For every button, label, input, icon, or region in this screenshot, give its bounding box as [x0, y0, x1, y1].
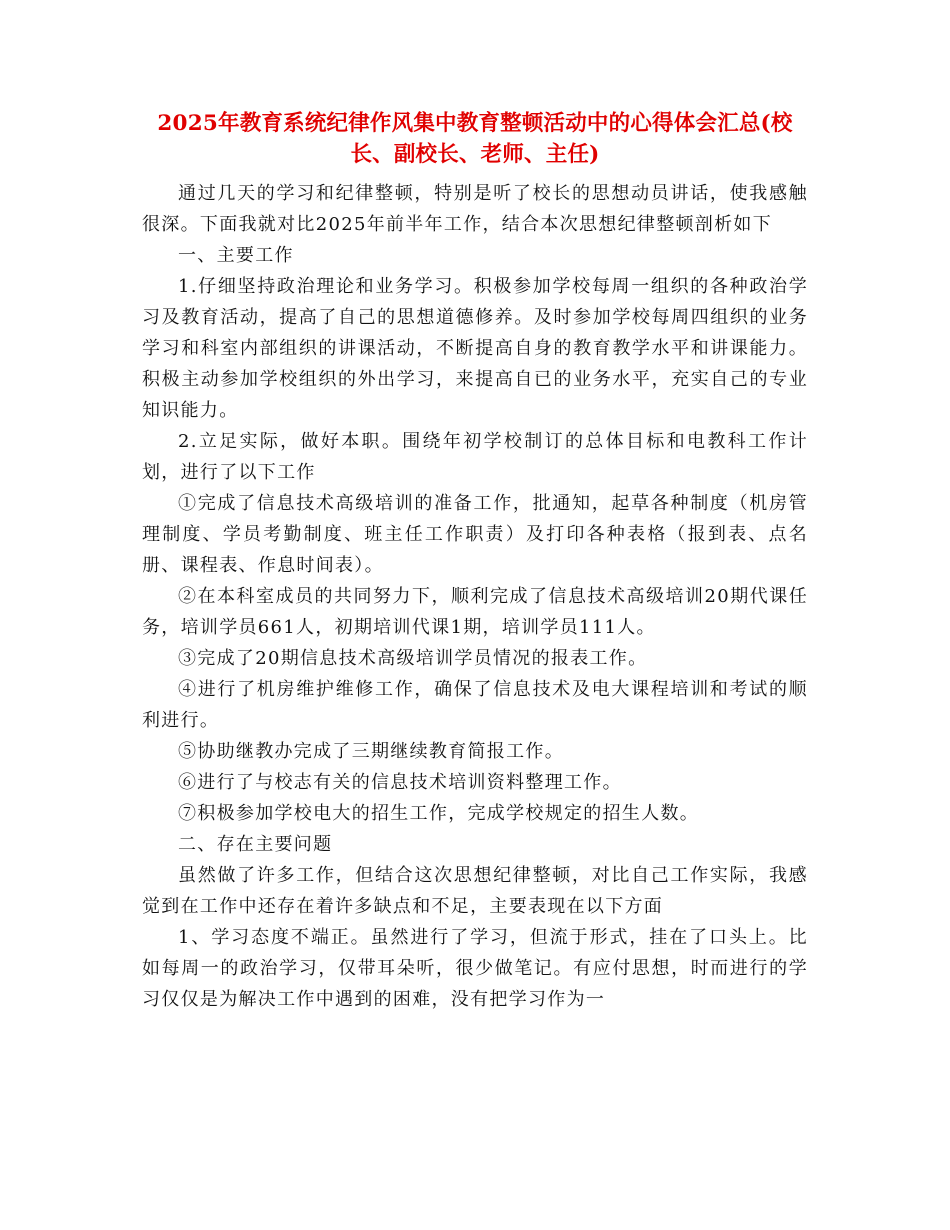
- document-page: [142, 108, 808, 1015]
- paragraph-duties: 2.立足实际，做好本职。围绕年初学校制订的总体目标和电教科工作计划，进行了以下工作: [142, 431, 808, 483]
- list-item-3: ③完成了20期信息技术高级培训学员情况的报表工作。: [178, 648, 648, 669]
- paragraph-problems-intro: 虽然做了许多工作，但结合这次思想纪律整顿，对比自己工作实际，我感觉到在工作中还存在着许多缺点和不足，主要表现在以下方面: [142, 865, 808, 917]
- list-item-1: ①完成了信息技术高级培训的准备工作，批通知，起草各种制度（机房管理制度、学员考勤制度、班主任工作职责）及打印各种表格（报到表、点名册、课程表、作息时间表）。: [142, 493, 808, 576]
- list-item-7: ⑦积极参加学校电大的招生工作，完成学校规定的招生人数。: [178, 803, 700, 824]
- document-body: [142, 178, 808, 1015]
- list-item-6: ⑥进行了与校志有关的信息技术培训资料整理工作。: [178, 772, 622, 793]
- list-item-2: ②在本科室成员的共同努力下，顺利完成了信息技术高级培训20期代课任务，培训学员661人，初期培训代课1期，培训学员111人。: [142, 586, 808, 638]
- list-item-5: ⑤协助继教办完成了三期继续教育简报工作。: [178, 741, 564, 762]
- list-item-4: ④进行了机房维护维修工作，确保了信息技术及电大课程培训和考试的顺利进行。: [142, 679, 808, 731]
- section-heading-main-work: 一、主要工作: [178, 245, 294, 266]
- paragraph-intro: 通过几天的学习和纪律整顿，特别是听了校长的思想动员讲话，使我感触很深。下面我就对比2025年前半年工作，结合本次思想纪律整顿剖析如下: [142, 183, 808, 235]
- section-heading-problems: 二、存在主要问题: [178, 834, 333, 855]
- document-title: 2025年教育系统纪律作风集中教育整顿活动中的心得体会汇总(校长、副校长、老师、主任): [157, 111, 793, 167]
- paragraph-problem-1: 1、学习态度不端正。虽然进行了学习，但流于形式，挂在了口头上。比如每周一的政治学习，仅带耳朵听，很少做笔记。有应付思想，时而进行的学习仅仅是为解决工作中遇到的困难，没有把学习作为一: [142, 927, 808, 1010]
- paragraph-study: 1.仔细坚持政治理论和业务学习。积极参加学校每周一组织的各种政治学习及教育活动，提高了自己的思想道德修养。及时参加学校每周四组织的业务学习和科室内部组织的讲课活动，不断提高自身的教育教学水平和讲课能力。积极主动参加学校组织的外出学习，来提高自已的业务水平，充实自己的专业知识能力。: [142, 276, 808, 421]
